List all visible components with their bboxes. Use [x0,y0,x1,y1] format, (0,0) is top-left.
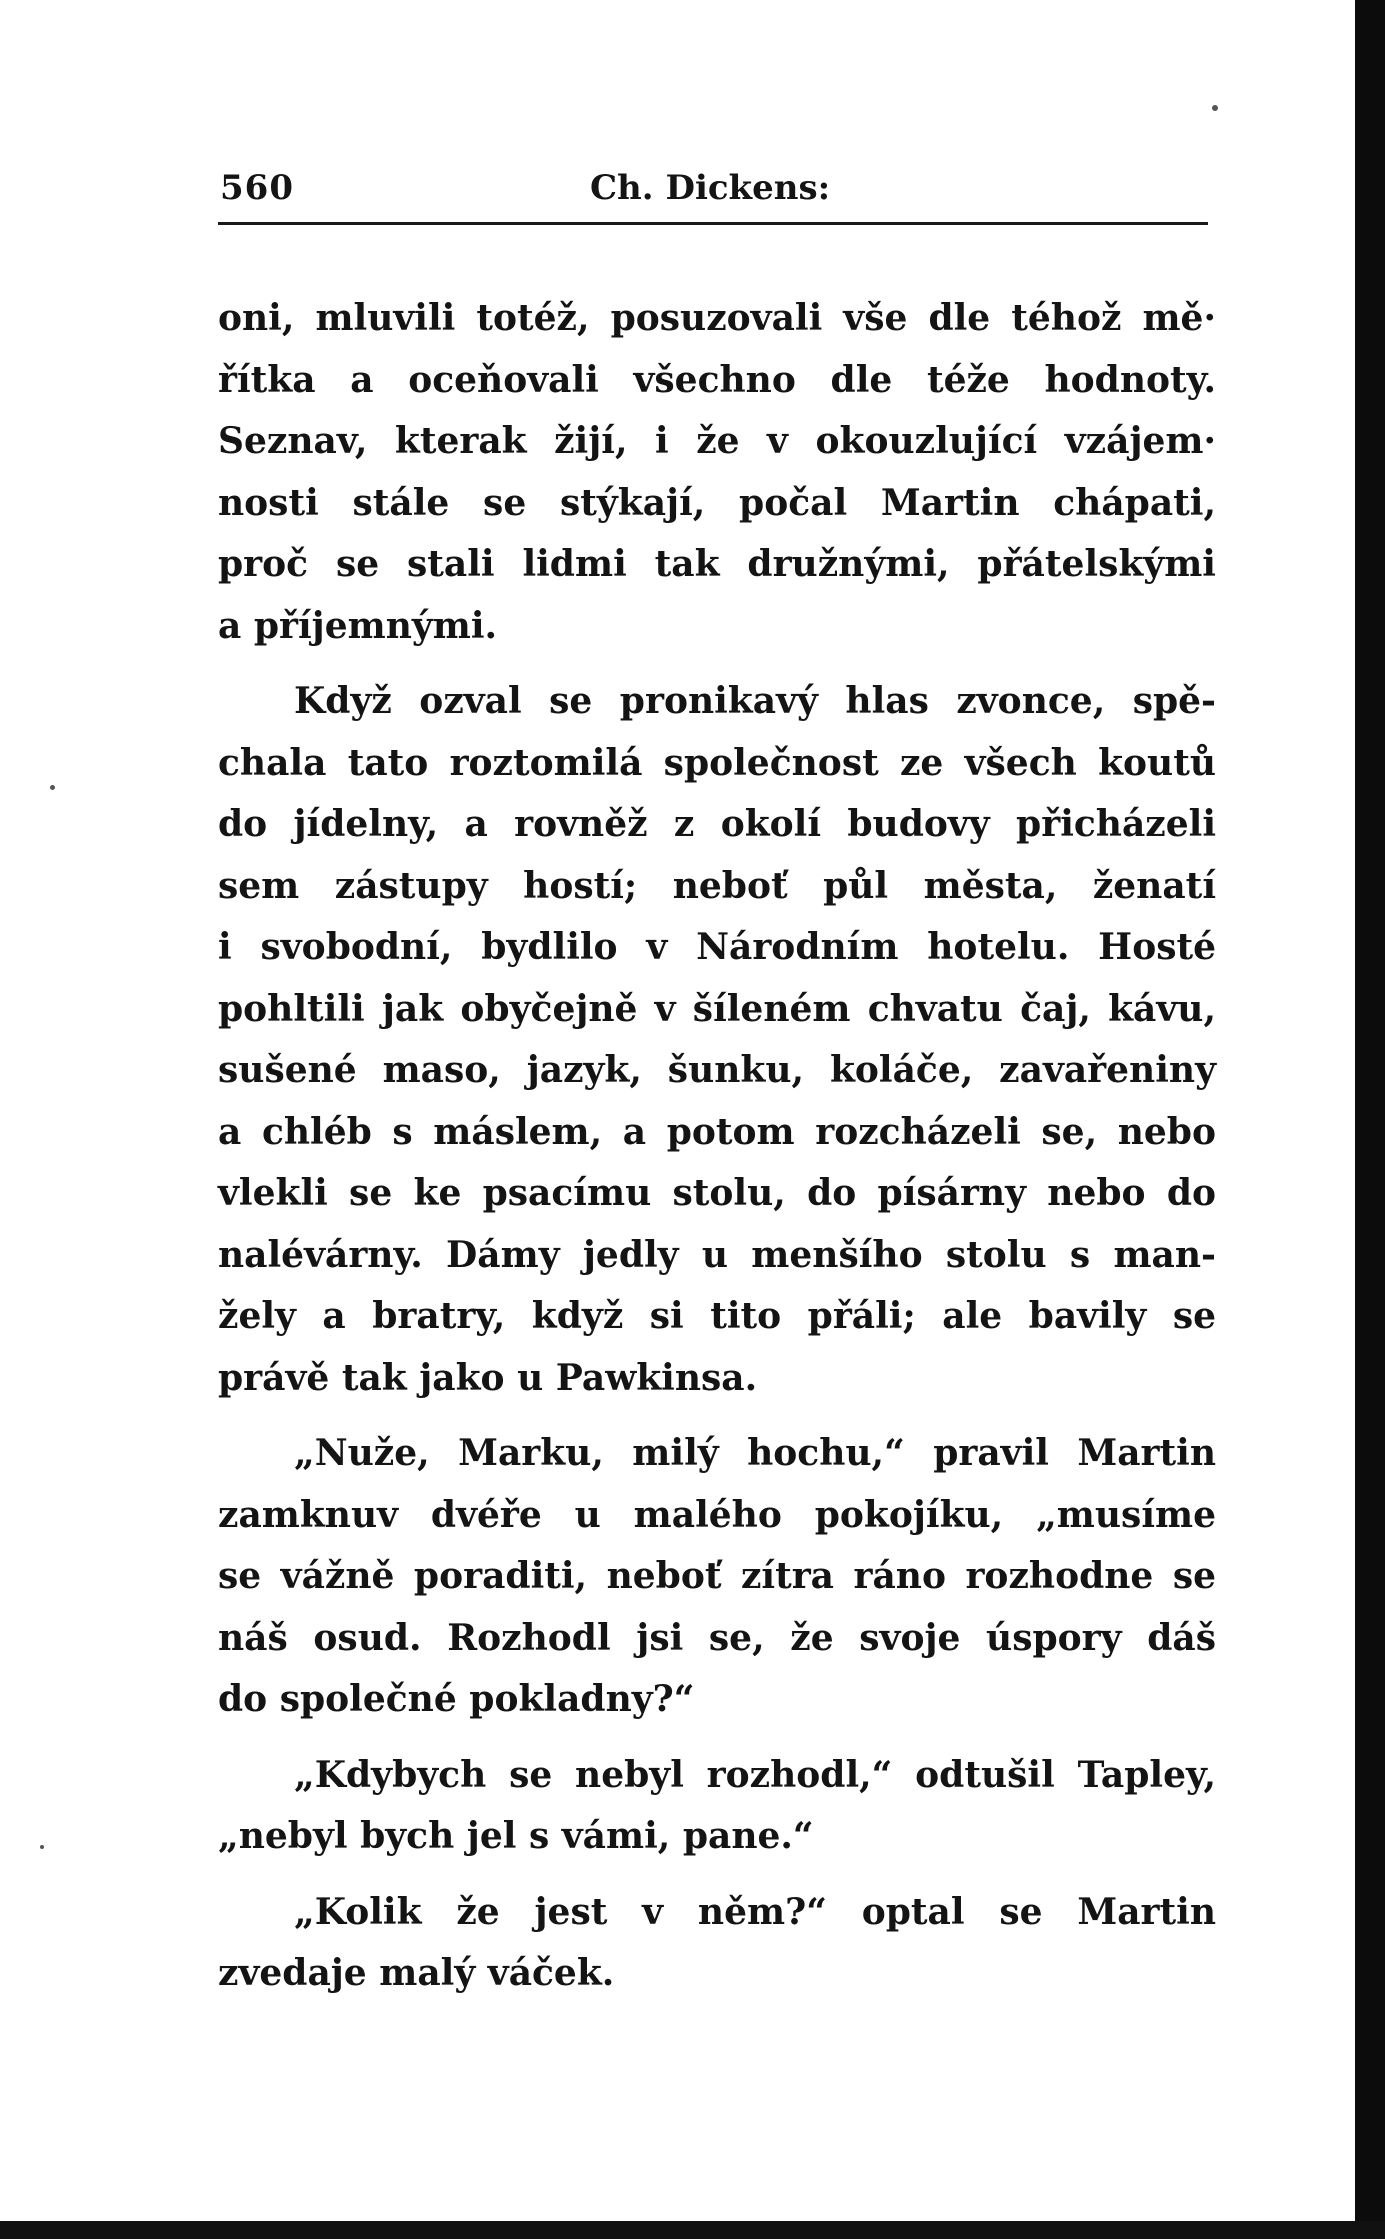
text-line: nosti stále se stýkají, počal Martin chápati, [218,481,1216,524]
paragraph [218,1882,1216,2005]
text-line: do společné pokladny?“ [218,1678,695,1720]
paragraph [218,671,1216,1409]
body-text [218,288,1216,2019]
text-line: pohltili jak obyčejně v šíleném chvatu čaj, kávu, [218,987,1216,1030]
text-line: „Nuže, Marku, milý hochu,“ pravil Martin [294,1432,1216,1474]
text-line: do jídelny, a rovněž z okolí budovy přicházeli [218,803,1216,845]
header-rule [218,222,1208,225]
text-line: se vážně poraditi, neboť zítra ráno rozhodne se [218,1555,1216,1597]
text-line: vlekli se ke psacímu stolu, do písárny nebo do [218,1172,1216,1214]
running-head [218,150,1220,210]
text-line: oni, mluvili totéž, posuzovali vše dle téhož mě· [218,297,1216,339]
text-line: řítka a oceňovali všechno dle téže hodnoty. [218,358,1216,401]
scan-frame-right [1355,0,1385,2239]
text-line: náš osud. Rozhodl jsi se, že svoje úspory dáš [218,1616,1216,1659]
text-line: zvedaje malý váček. [218,1952,615,1994]
paragraph [218,1745,1216,1868]
text-line: a chléb s máslem, a potom rozcházeli se, nebo [218,1110,1216,1153]
page-number: 560 [220,168,294,208]
text-line: žely a bratry, když si tito přáli; ale bavily se [218,1295,1216,1337]
book-page [218,150,1220,2150]
text-line: Seznav, kterak žijí, i že v okouzlující vzájem· [218,420,1216,462]
paragraph [218,1423,1216,1731]
text-line: i svobodní, bydlilo v Národním hotelu. Hosté [218,926,1216,968]
text-line: chala tato roztomilá společnost ze všech koutů [218,741,1216,784]
text-line: sušené maso, jazyk, šunku, koláče, zavařeniny [218,1049,1216,1091]
text-line: zamknuv dvéře u malého pokojíku, „musíme [218,1493,1216,1536]
text-line: „nebyl bych jel s vámi, pane.“ [218,1815,814,1857]
text-line: Když ozval se pronikavý hlas zvonce, spě- [294,680,1216,722]
running-title: Ch. Dickens: [590,168,831,208]
text-line: proč se stali lidmi tak družnými, přátelskými [218,543,1216,585]
text-line: nalévárny. Dámy jedly u menšího stolu s man- [218,1233,1216,1276]
paragraph [218,288,1216,657]
text-line: sem zástupy hostí; neboť půl města, ženatí [218,864,1216,907]
scan-speck [50,785,55,790]
text-line: „Kdybych se nebyl rozhodl,“ odtušil Tapley, [294,1753,1216,1796]
text-line: „Kolik že jest v něm?“ optal se Martin [294,1890,1216,1933]
text-line: právě tak jako u Pawkinsa. [218,1356,758,1399]
scan-speck [1212,105,1218,111]
scan-frame-bottom [0,2221,1385,2239]
scan-speck [40,1845,44,1849]
text-line: a příjemnými. [218,604,498,647]
